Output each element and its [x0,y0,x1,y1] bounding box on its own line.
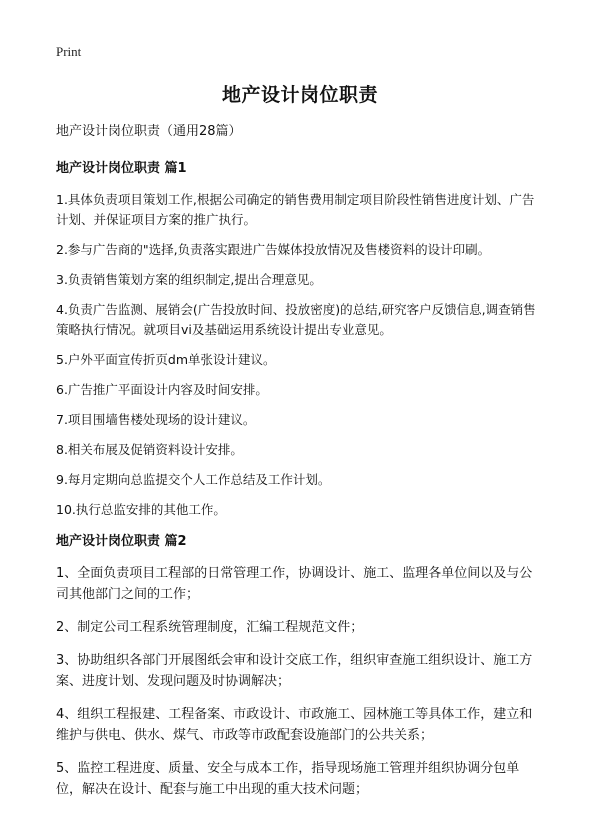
paragraph: 1、全面负责项目工程部的日常管理工作，协调设计、施工、监理各单位间以及与公司其他部门之间的工作； [56,566,533,602]
paragraph: 3.负责销售策划方案的组织制定,提出合理意见。 [56,272,322,287]
section-1 [56,157,544,520]
section-2 [56,530,544,800]
document-subtitle: 地产设计岗位职责（通用28篇） [56,124,242,139]
document-body [56,120,544,812]
paragraph: 9.每月定期向总监提交个人工作总结及工作计划。 [56,472,331,487]
paragraph: 7.项目围墙售楼处现场的设计建议。 [56,412,256,427]
print-link[interactable]: Print [56,44,82,59]
section-heading: 地产设计岗位职责 篇1 [56,161,187,176]
paragraph: 2、制定公司工程系统管理制度，汇编工程规范文件； [56,620,364,635]
paragraph: 4、组织工程报建、工程备案、市政设计、市政施工、园林施工等具体工作，建立和维护与供电、供水、煤气、市政等市政配套设施部门的公共关系； [56,707,533,743]
section-heading: 地产设计岗位职责 篇2 [56,534,187,549]
paragraph: 10.执行总监安排的其他工作。 [56,502,226,517]
paragraph: 6.广告推广平面设计内容及时间安排。 [56,382,268,397]
paragraph: 2.参与广告商的"选择,负责落实跟进广告媒体投放情况及售楼资料的设计印刷。 [56,242,491,257]
paragraph: 5.户外平面宣传折页dm单张设计建议。 [56,352,276,367]
paragraph: 1.具体负责项目策划工作,根据公司确定的销售费用制定项目阶段性销售进度计划、广告计划、并保证项目方案的推广执行。 [56,192,535,227]
page-title: 地产设计岗位职责 [221,84,378,106]
paragraph: 5、监控工程进度、质量、安全与成本工作，指导现场施工管理并组织协调分包单位，解决在设计、配套与施工中出现的重大技术问题； [56,761,520,797]
paragraph: 4.负责广告监测、展销会(广告投放时间、投放密度)的总结,研究客户反馈信息,调查销售策略执行情况。就项目vi及基础运用系统设计提出专业意见。 [56,302,536,337]
paragraph: 8.相关布展及促销资料设计安排。 [56,442,243,457]
paragraph: 3、协助组织各部门开展图纸会审和设计交底工作，组织审查施工组织设计、施工方案、进度计划、发现问题及时协调解决； [56,653,533,689]
